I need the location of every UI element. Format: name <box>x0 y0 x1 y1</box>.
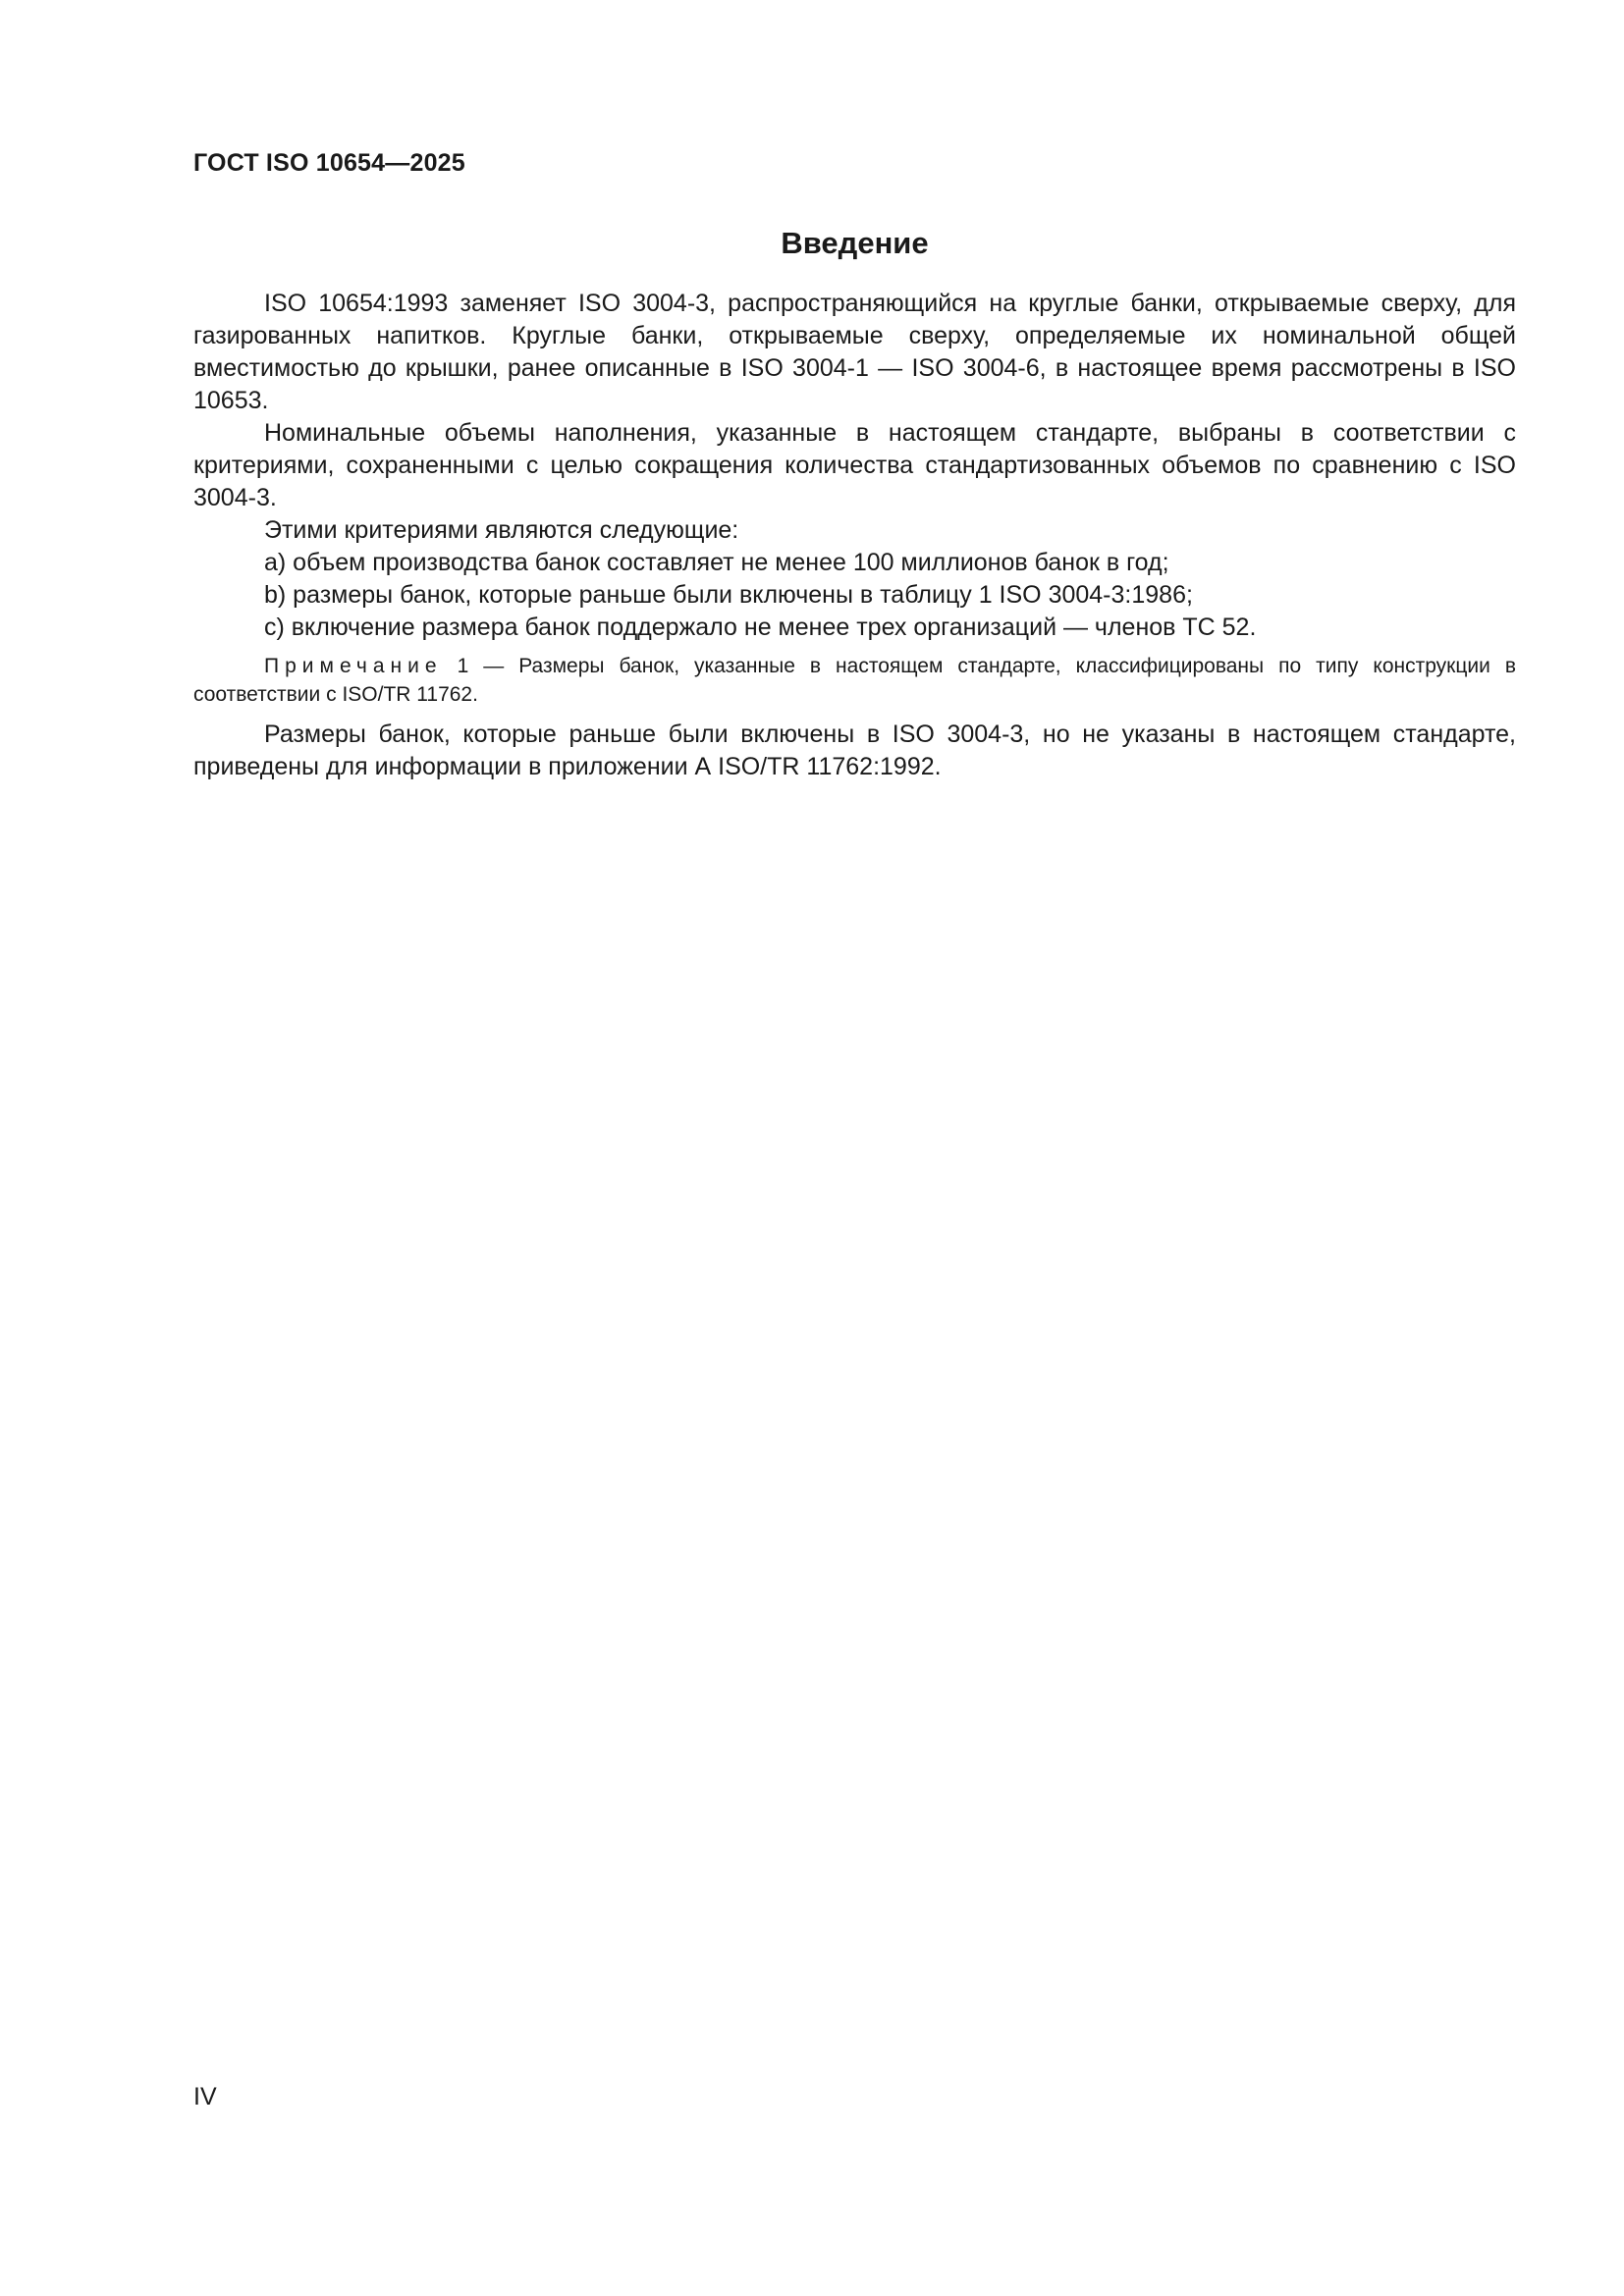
paragraph: Номинальные объемы наполнения, указанные в настоящем стандарте, выбраны в соответствии с критериями, сохраненными с целью сокращения количества стандартизованных объемов по сравнению с ISO 3004-3. <box>193 419 1516 511</box>
paragraph: Размеры банок, которые раньше были включены в ISO 3004-3, но не указаны в настоящем стандарте, приведены для информации в приложении А ISO/TR 11762:1992. <box>193 721 1516 780</box>
section-title: Введение <box>781 226 929 260</box>
paragraph: Этими критериями являются следующие: <box>264 516 739 544</box>
list-item: a) объем производства банок составляет не менее 100 миллионов банок в год; <box>264 549 1169 576</box>
note <box>193 652 1516 709</box>
note-label: Примечание <box>264 655 443 677</box>
list-item: b) размеры банок, которые раньше были включены в таблицу 1 ISO 3004-3:1986; <box>264 581 1193 609</box>
paragraph: ISO 10654:1993 заменяет ISO 3004-3, распространяющийся на круглые банки, открываемые сверху, для газированных напитков. Круглые банки, открываемые сверху, определяемые их номинальной общей вместимостью до крышки, ранее описанные в ISO 3004-1 — ISO 3004-6, в настоящее время рассмотрены в ISO 10653. <box>193 290 1516 414</box>
section-body <box>193 288 1516 783</box>
note-text: 1 — Размеры банок, указанные в настоящем стандарте, классифицированы по типу конструкции в соответствии с ISO/TR 11762. <box>193 655 1516 706</box>
document-header: ГОСТ ISO 10654—2025 <box>193 149 465 177</box>
list-item: c) включение размера банок поддержало не менее трех организаций — членов ТС 52. <box>264 614 1257 641</box>
page-number: IV <box>193 2083 217 2110</box>
